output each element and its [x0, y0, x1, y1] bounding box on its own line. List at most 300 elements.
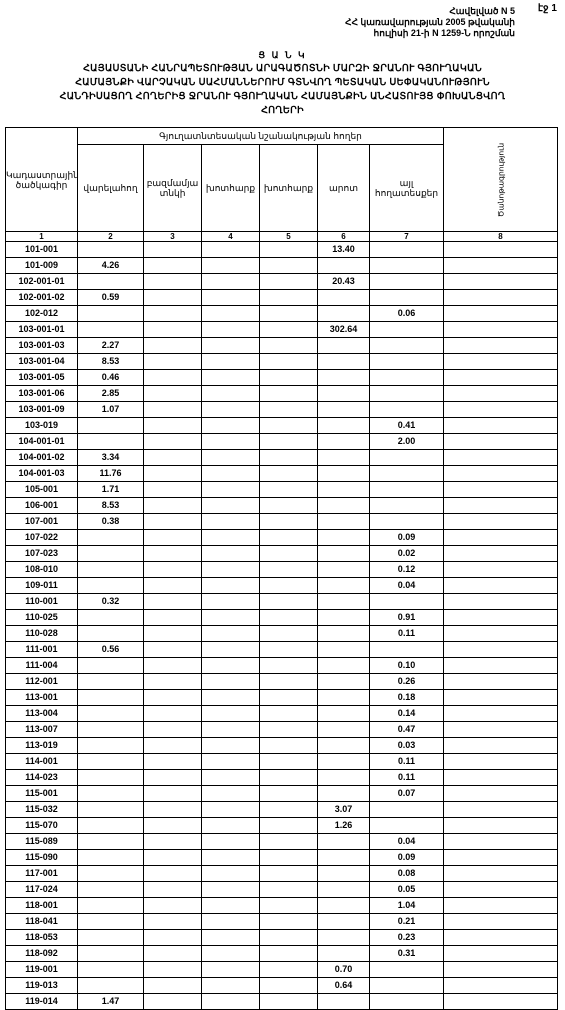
perennial-cell [144, 674, 202, 690]
col-number: 4 [202, 232, 260, 242]
hayfield-b-cell [260, 834, 318, 850]
page-number: էջ 1 [537, 3, 557, 14]
hayfield-b-cell [260, 770, 318, 786]
cadastral-code-cell: 110-025 [6, 610, 78, 626]
arable-cell [78, 578, 144, 594]
table-row [6, 626, 558, 642]
perennial-cell [144, 834, 202, 850]
pasture-cell [318, 834, 370, 850]
other-lands-cell: 0.11 [370, 626, 444, 642]
hayfield-b-cell [260, 546, 318, 562]
col-number: 7 [370, 232, 444, 242]
cadastral-code-cell: 104-001-01 [6, 434, 78, 450]
note-cell [444, 578, 558, 594]
hayfield-b-cell [260, 402, 318, 418]
note-cell [444, 850, 558, 866]
hayfield-a-cell [202, 674, 260, 690]
note-cell [444, 402, 558, 418]
pasture-cell: 13.40 [318, 242, 370, 258]
hayfield-b-cell [260, 994, 318, 1010]
note-cell [444, 866, 558, 882]
pasture-cell [318, 578, 370, 594]
pasture-cell: 302.64 [318, 322, 370, 338]
pasture-cell [318, 370, 370, 386]
perennial-cell [144, 258, 202, 274]
cadastral-code-cell: 105-001 [6, 482, 78, 498]
table-body [6, 242, 558, 1010]
table-row [6, 578, 558, 594]
cadastral-code-cell: 102-001-02 [6, 290, 78, 306]
pasture-cell [318, 466, 370, 482]
note-cell [444, 706, 558, 722]
cadastral-code-cell: 115-001 [6, 786, 78, 802]
other-lands-cell [370, 242, 444, 258]
perennial-cell [144, 818, 202, 834]
perennial-cell [144, 994, 202, 1010]
table-row [6, 946, 558, 962]
cadastral-code-cell: 103-001-03 [6, 338, 78, 354]
note-cell [444, 370, 558, 386]
other-lands-cell [370, 642, 444, 658]
note-cell [444, 642, 558, 658]
arable-cell [78, 306, 144, 322]
arable-cell [78, 530, 144, 546]
other-lands-cell: 0.04 [370, 834, 444, 850]
hayfield-a-cell [202, 338, 260, 354]
note-cell [444, 274, 558, 290]
table-row [6, 850, 558, 866]
hayfield-b-cell [260, 738, 318, 754]
cadastral-code-cell: 115-090 [6, 850, 78, 866]
table-row [6, 258, 558, 274]
note-cell [444, 242, 558, 258]
pasture-cell [318, 546, 370, 562]
note-cell [444, 498, 558, 514]
other-lands-cell: 0.91 [370, 610, 444, 626]
table-row [6, 338, 558, 354]
table-row [6, 370, 558, 386]
pasture-cell [318, 770, 370, 786]
arable-cell [78, 946, 144, 962]
perennial-cell [144, 402, 202, 418]
perennial-cell [144, 802, 202, 818]
hayfield-a-cell [202, 546, 260, 562]
hayfield-b-cell [260, 626, 318, 642]
hayfield-a-cell [202, 850, 260, 866]
cadastral-code-cell: 118-092 [6, 946, 78, 962]
perennial-cell [144, 898, 202, 914]
hayfield-a-cell [202, 578, 260, 594]
arable-cell [78, 882, 144, 898]
table-row [6, 674, 558, 690]
hayfield-a-cell [202, 354, 260, 370]
hayfield-a-cell [202, 754, 260, 770]
cadastral-code-cell: 106-001 [6, 498, 78, 514]
cadastral-code-cell: 113-004 [6, 706, 78, 722]
other-lands-cell: 0.02 [370, 546, 444, 562]
perennial-cell [144, 450, 202, 466]
table-row [6, 562, 558, 578]
perennial-cell [144, 386, 202, 402]
other-lands-cell [370, 402, 444, 418]
note-cell [444, 626, 558, 642]
other-lands-cell [370, 450, 444, 466]
appendix-header [275, 6, 515, 39]
cadastral-code-cell: 110-001 [6, 594, 78, 610]
arable-cell: 0.32 [78, 594, 144, 610]
table-row [6, 322, 558, 338]
hayfield-a-cell [202, 658, 260, 674]
table-row [6, 482, 558, 498]
header-agricultural-lands: Գյուղատնտեսական նշանակության հողեր [78, 128, 444, 145]
hayfield-b-cell [260, 962, 318, 978]
hayfield-b-cell [260, 930, 318, 946]
hayfield-a-cell [202, 482, 260, 498]
cadastral-code-cell: 119-014 [6, 994, 78, 1010]
land-table [5, 127, 558, 1010]
other-lands-cell: 0.08 [370, 866, 444, 882]
hayfield-b-cell [260, 594, 318, 610]
cadastral-code-cell: 107-023 [6, 546, 78, 562]
hayfield-a-cell [202, 434, 260, 450]
table-row [6, 754, 558, 770]
arable-cell: 8.53 [78, 354, 144, 370]
pasture-cell [318, 946, 370, 962]
col-number: 5 [260, 232, 318, 242]
pasture-cell [318, 386, 370, 402]
other-lands-cell [370, 498, 444, 514]
other-lands-cell [370, 386, 444, 402]
other-lands-cell: 0.05 [370, 882, 444, 898]
hayfield-a-cell [202, 594, 260, 610]
cadastral-code-cell: 117-001 [6, 866, 78, 882]
other-lands-cell: 0.12 [370, 562, 444, 578]
pasture-cell [318, 626, 370, 642]
arable-cell: 0.56 [78, 642, 144, 658]
perennial-cell [144, 498, 202, 514]
table-row [6, 658, 558, 674]
other-lands-cell [370, 258, 444, 274]
arable-cell: 2.85 [78, 386, 144, 402]
hayfield-a-cell [202, 306, 260, 322]
table-row [6, 930, 558, 946]
pasture-cell [318, 850, 370, 866]
perennial-cell [144, 354, 202, 370]
cadastral-code-cell: 107-022 [6, 530, 78, 546]
other-lands-cell: 0.23 [370, 930, 444, 946]
pasture-cell [318, 306, 370, 322]
note-cell [444, 818, 558, 834]
other-lands-cell: 0.31 [370, 946, 444, 962]
perennial-cell [144, 306, 202, 322]
perennial-cell [144, 514, 202, 530]
note-cell [444, 418, 558, 434]
list-heading: Ց Ա Ն Կ [258, 50, 307, 60]
perennial-cell [144, 546, 202, 562]
arable-cell [78, 706, 144, 722]
arable-cell [78, 898, 144, 914]
hayfield-b-cell [260, 658, 318, 674]
note-cell [444, 450, 558, 466]
hayfield-b-cell [260, 978, 318, 994]
hayfield-b-cell [260, 914, 318, 930]
arable-cell [78, 850, 144, 866]
hayfield-b-cell [260, 722, 318, 738]
hayfield-b-cell [260, 482, 318, 498]
table-row [6, 530, 558, 546]
pasture-cell [318, 914, 370, 930]
hayfield-b-cell [260, 674, 318, 690]
title-line-2: ՀԱՄԱՅՆՔԻ ՎԱՐՉԱԿԱՆ ՍԱՀՄԱՆՆԵՐՈՒՄ ԳՏՆՎՈՂ ՊԵՏԱԿԱՆ ՍԵՓԱԿԱՆՈՒԹՅՈՒՆ [75, 77, 490, 88]
pasture-cell [318, 354, 370, 370]
other-lands-cell [370, 594, 444, 610]
hayfield-a-cell [202, 738, 260, 754]
hayfield-b-cell [260, 418, 318, 434]
hayfield-a-cell [202, 498, 260, 514]
note-cell [444, 610, 558, 626]
pasture-cell: 3.07 [318, 802, 370, 818]
table-row [6, 290, 558, 306]
note-cell [444, 322, 558, 338]
pasture-cell [318, 786, 370, 802]
perennial-cell [144, 610, 202, 626]
perennial-cell [144, 866, 202, 882]
table-row [6, 738, 558, 754]
hayfield-a-cell [202, 914, 260, 930]
perennial-cell [144, 562, 202, 578]
hayfield-b-cell [260, 530, 318, 546]
other-lands-cell: 0.26 [370, 674, 444, 690]
perennial-cell [144, 850, 202, 866]
hayfield-a-cell [202, 706, 260, 722]
cadastral-code-cell: 119-013 [6, 978, 78, 994]
pasture-cell [318, 514, 370, 530]
col-number: 8 [444, 232, 558, 242]
table-row [6, 434, 558, 450]
table-row [6, 802, 558, 818]
arable-cell [78, 978, 144, 994]
perennial-cell [144, 930, 202, 946]
arable-cell [78, 658, 144, 674]
header-arable: վարելահող [78, 145, 144, 232]
hayfield-a-cell [202, 866, 260, 882]
hayfield-a-cell [202, 274, 260, 290]
pasture-cell [318, 418, 370, 434]
table-row [6, 994, 558, 1010]
note-cell [444, 802, 558, 818]
note-cell [444, 482, 558, 498]
cadastral-code-cell: 111-001 [6, 642, 78, 658]
table-row [6, 770, 558, 786]
col-number: 3 [144, 232, 202, 242]
other-lands-cell: 0.11 [370, 770, 444, 786]
other-lands-cell [370, 466, 444, 482]
note-cell [444, 290, 558, 306]
hayfield-b-cell [260, 898, 318, 914]
hayfield-a-cell [202, 786, 260, 802]
perennial-cell [144, 290, 202, 306]
other-lands-cell: 0.06 [370, 306, 444, 322]
pasture-cell [318, 434, 370, 450]
note-cell [444, 978, 558, 994]
hayfield-a-cell [202, 978, 260, 994]
arable-cell [78, 866, 144, 882]
perennial-cell [144, 722, 202, 738]
perennial-cell [144, 978, 202, 994]
hayfield-a-cell [202, 562, 260, 578]
pasture-cell [318, 594, 370, 610]
appendix-line-3: հուլիսի 21-ի N 1259-Ն որոշման [373, 28, 515, 38]
hayfield-a-cell [202, 690, 260, 706]
arable-cell [78, 242, 144, 258]
hayfield-a-cell [202, 962, 260, 978]
table-row [6, 386, 558, 402]
other-lands-cell: 0.07 [370, 786, 444, 802]
cadastral-code-cell: 103-019 [6, 418, 78, 434]
cadastral-code-cell: 113-019 [6, 738, 78, 754]
hayfield-b-cell [260, 802, 318, 818]
pasture-cell [318, 882, 370, 898]
hayfield-b-cell [260, 258, 318, 274]
table-row [6, 866, 558, 882]
pasture-cell [318, 866, 370, 882]
cadastral-code-cell: 113-007 [6, 722, 78, 738]
appendix-line-1: Հավելված N 5 [449, 6, 515, 16]
table-row [6, 546, 558, 562]
cadastral-code-cell: 101-001 [6, 242, 78, 258]
perennial-cell [144, 962, 202, 978]
arable-cell [78, 562, 144, 578]
pasture-cell: 20.43 [318, 274, 370, 290]
hayfield-a-cell [202, 242, 260, 258]
other-lands-cell [370, 818, 444, 834]
hayfield-b-cell [260, 322, 318, 338]
other-lands-cell: 0.14 [370, 706, 444, 722]
perennial-cell [144, 370, 202, 386]
hayfield-a-cell [202, 818, 260, 834]
pasture-cell [318, 290, 370, 306]
other-lands-cell: 0.09 [370, 850, 444, 866]
hayfield-b-cell [260, 578, 318, 594]
other-lands-cell [370, 290, 444, 306]
perennial-cell [144, 642, 202, 658]
header-pasture: արոտ [318, 145, 370, 232]
hayfield-a-cell [202, 322, 260, 338]
hayfield-a-cell [202, 802, 260, 818]
arable-cell [78, 626, 144, 642]
note-cell [444, 594, 558, 610]
cadastral-code-cell: 109-011 [6, 578, 78, 594]
arable-cell [78, 546, 144, 562]
note-cell [444, 738, 558, 754]
perennial-cell [144, 754, 202, 770]
hayfield-b-cell [260, 946, 318, 962]
title-line-3: ՀԱՆԴԻՍԱՑՈՂ ՀՈՂԵՐԻՑ ՋՐԱՆՈՒ ԳՅՈՒՂԱԿԱՆ ՀԱՄԱՅՆՔԻՆ ԱՆՀԱՏՈՒՅՑ ՓՈԽԱՆՑՎՈՂ [59, 91, 506, 102]
other-lands-cell: 0.18 [370, 690, 444, 706]
hayfield-b-cell [260, 818, 318, 834]
hayfield-a-cell [202, 290, 260, 306]
cadastral-code-cell: 119-001 [6, 962, 78, 978]
arable-cell [78, 722, 144, 738]
other-lands-cell [370, 962, 444, 978]
arable-cell [78, 274, 144, 290]
cadastral-code-cell: 118-001 [6, 898, 78, 914]
hayfield-a-cell [202, 898, 260, 914]
table-row [6, 882, 558, 898]
cadastral-code-cell: 111-004 [6, 658, 78, 674]
perennial-cell [144, 706, 202, 722]
perennial-cell [144, 594, 202, 610]
other-lands-cell [370, 370, 444, 386]
hayfield-b-cell [260, 450, 318, 466]
perennial-cell [144, 690, 202, 706]
pasture-cell [318, 898, 370, 914]
title-line-4: ՀՈՂԵՐԻ [261, 105, 304, 116]
perennial-cell [144, 770, 202, 786]
other-lands-cell: 0.09 [370, 530, 444, 546]
cadastral-code-cell: 102-001-01 [6, 274, 78, 290]
table-row [6, 978, 558, 994]
other-lands-cell [370, 514, 444, 530]
other-lands-cell [370, 338, 444, 354]
other-lands-cell [370, 802, 444, 818]
cadastral-code-cell: 103-001-04 [6, 354, 78, 370]
pasture-cell: 1.26 [318, 818, 370, 834]
pasture-cell [318, 674, 370, 690]
header-hayfield-a: խոտհարք [202, 145, 260, 232]
cadastral-code-cell: 104-001-03 [6, 466, 78, 482]
cadastral-code-cell: 114-023 [6, 770, 78, 786]
hayfield-b-cell [260, 370, 318, 386]
header-hayfield-b: խոտհարք [260, 145, 318, 232]
perennial-cell [144, 482, 202, 498]
hayfield-b-cell [260, 466, 318, 482]
hayfield-b-cell [260, 690, 318, 706]
perennial-cell [144, 786, 202, 802]
note-cell [444, 930, 558, 946]
perennial-cell [144, 274, 202, 290]
hayfield-a-cell [202, 530, 260, 546]
arable-cell [78, 738, 144, 754]
note-cell [444, 546, 558, 562]
col-number: 2 [78, 232, 144, 242]
header-note [444, 128, 558, 232]
cadastral-code-cell: 103-001-05 [6, 370, 78, 386]
table-row [6, 818, 558, 834]
hayfield-b-cell [260, 306, 318, 322]
hayfield-b-cell [260, 498, 318, 514]
perennial-cell [144, 946, 202, 962]
arable-cell [78, 962, 144, 978]
hayfield-a-cell [202, 258, 260, 274]
arable-cell [78, 434, 144, 450]
arable-cell: 3.34 [78, 450, 144, 466]
note-cell [444, 914, 558, 930]
arable-cell [78, 610, 144, 626]
other-lands-cell: 2.00 [370, 434, 444, 450]
cadastral-code-cell: 118-041 [6, 914, 78, 930]
perennial-cell [144, 338, 202, 354]
pasture-cell [318, 338, 370, 354]
header-note-label: Ծանոթագրություն [496, 142, 506, 217]
hayfield-a-cell [202, 642, 260, 658]
perennial-cell [144, 738, 202, 754]
table-row [6, 402, 558, 418]
perennial-cell [144, 578, 202, 594]
other-lands-cell [370, 274, 444, 290]
arable-cell: 1.71 [78, 482, 144, 498]
table-row [6, 306, 558, 322]
